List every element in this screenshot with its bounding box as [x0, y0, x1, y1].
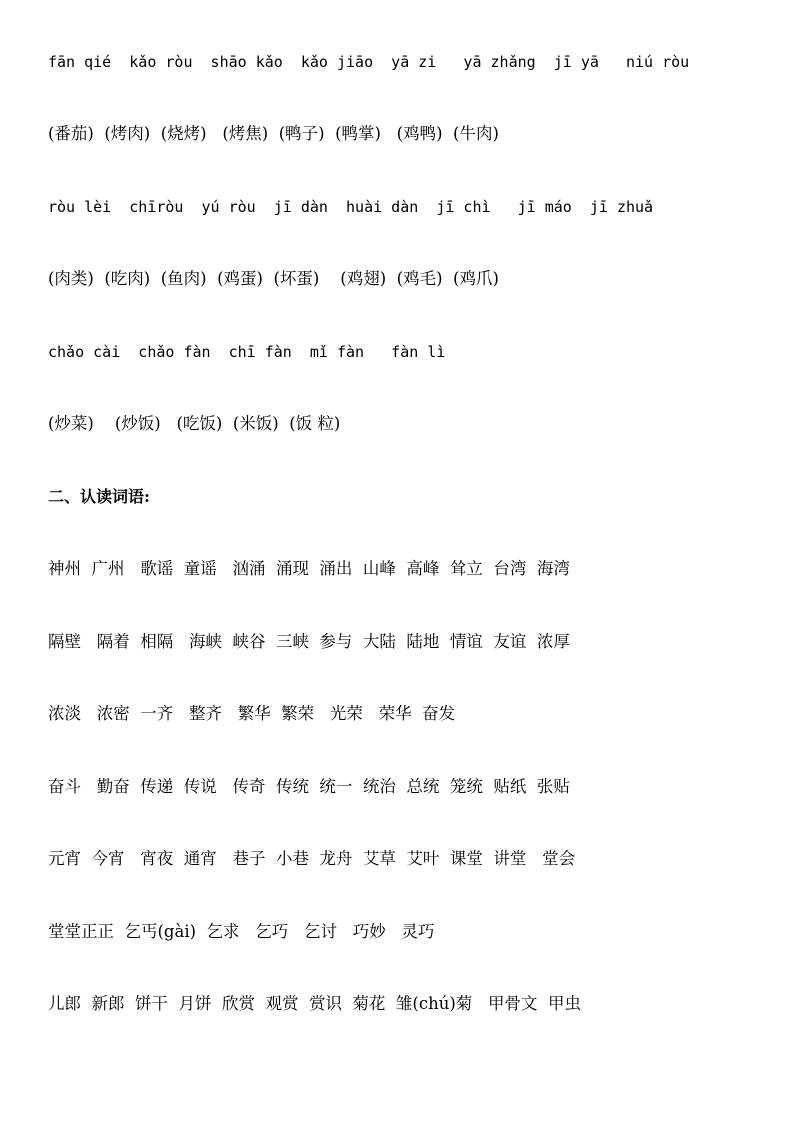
word-line-2: (肉类) (吃肉) (鱼肉) (鸡蛋) (坏蛋) (鸡翅) (鸡毛) (鸡爪): [48, 269, 499, 288]
word-line-1: (番茄) (烤肉) (烧烤) (烤焦) (鸭子) (鸭掌) (鸡鸭) (牛肉): [48, 124, 499, 143]
vocab-line-2: 隔壁 隔着 相隔 海峡 峡谷 三峡 参与 大陆 陆地 情谊 友谊 浓厚: [48, 632, 570, 651]
vocab-line-4: 奋斗 勤奋 传递 传说 传奇 传统 统一 统治 总统 笼统 贴纸 张贴: [48, 777, 570, 796]
pinyin-line-1: fān qié kǎo ròu shāo kǎo kǎo jiāo yā zi yā zhǎng jī yā niú ròu: [48, 53, 690, 71]
vocab-line-1: 神州 广州 歌谣 童谣 汹涌 涌现 涌出 山峰 高峰 耸立 台湾 海湾: [48, 559, 570, 578]
vocab-line-7: 儿郎 新郎 饼干 月饼 欣赏 观赏 赏识 菊花 雏(chú)菊 甲骨文 甲虫: [48, 994, 582, 1013]
vocab-line-6: 堂堂正正 乞丐(gài) 乞求 乞巧 乞讨 巧妙 灵巧: [48, 922, 435, 941]
vocab-line-3: 浓淡 浓密 一齐 整齐 繁华 繁荣 光荣 荣华 奋发: [48, 704, 456, 723]
pinyin-line-3: chǎo cài chǎo fàn chī fàn mǐ fàn fàn lì: [48, 343, 446, 361]
pinyin-line-2: ròu lèi chīròu yú ròu jī dàn huài dàn jī chì jī máo jī zhuǎ: [48, 198, 654, 216]
section-heading: 二、认读词语:: [48, 487, 150, 506]
vocab-line-5: 元宵 今宵 宵夜 通宵 巷子 小巷 龙舟 艾草 艾叶 课堂 讲堂 堂会: [48, 849, 576, 868]
word-line-3: (炒菜) (炒饭) (吃饭) (米饭) (饭 粒): [48, 414, 341, 433]
